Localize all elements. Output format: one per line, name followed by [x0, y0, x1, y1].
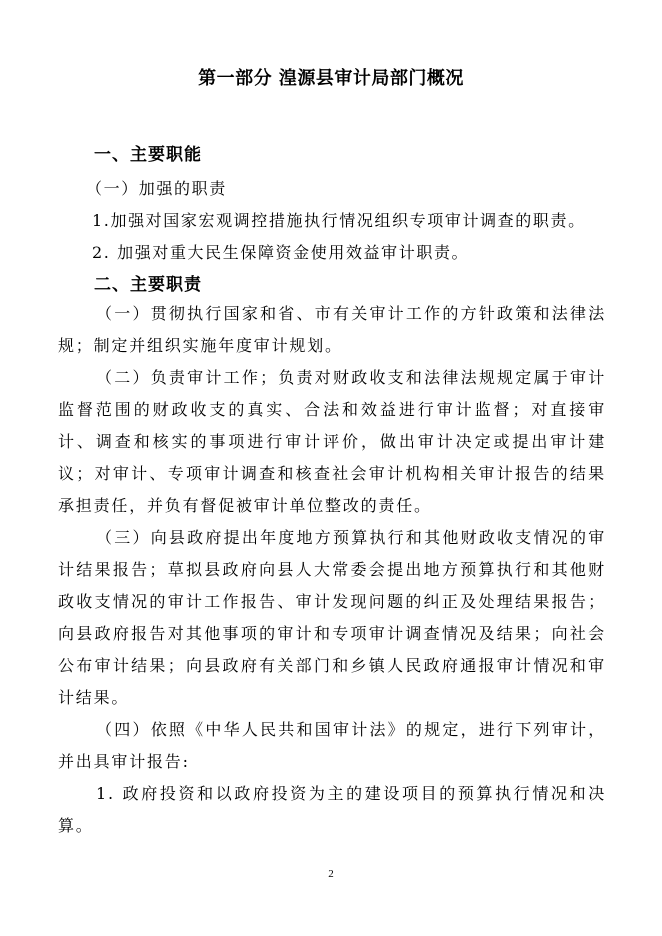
duty-paragraph-2: （二）负责审计工作；负责对财政收支和法律法规规定属于审计监督范围的财政收支的真实、合法和效益进行审计监督；对直接审计、调查和核实的事项进行审计评价，做出审计决定或提出审计建议；对审计、专项审计调查和核查社会审计机构相关审计报告的结果承担责任，并负有督促被审计单位整改的责任。: [58, 368, 606, 515]
duty-paragraph-4: （四）依照《中华人民共和国审计法》的规定，进行下列审计，并出具审计报告:: [58, 720, 606, 771]
page-title: 第一部分 湟源县审计局部门概况: [198, 68, 464, 89]
duty-paragraph-3: （三）向县政府提出年度地方预算执行和其他财政收支情况的审计结果报告；草拟县政府向县人大常委会提出地方预算执行和其他财政收支情况的审计工作报告、审计发现问题的纠正及处理结果报告；向县政府报告对其他事项的审计和专项审计调查情况及结果；向社会公布审计结果；向县政府有关部门和乡镇人民政府通报审计情况和审计结果。: [58, 528, 606, 707]
duty-item-2: 2. 加强对重大民生保障资金使用效益审计职责。: [92, 243, 470, 262]
audit-item-1: 1. 政府投资和以政府投资为主的建设项目的预算执行情况和决算。: [58, 784, 606, 835]
duty-paragraph-1: （一）贯彻执行国家和省、市有关审计工作的方针政策和法律法规；制定并组织实施年度审计规划。: [58, 304, 606, 355]
page-number: 2: [328, 868, 334, 880]
sub-heading-strengthened-duties: （一）加强的职责: [86, 179, 227, 198]
section-heading-main-functions: 一、主要职能: [94, 145, 202, 165]
duty-item-1: 1.加强对国家宏观调控措施执行情况组织专项审计调查的职责。: [92, 211, 586, 230]
section-heading-main-duties: 二、主要职责: [94, 275, 202, 295]
